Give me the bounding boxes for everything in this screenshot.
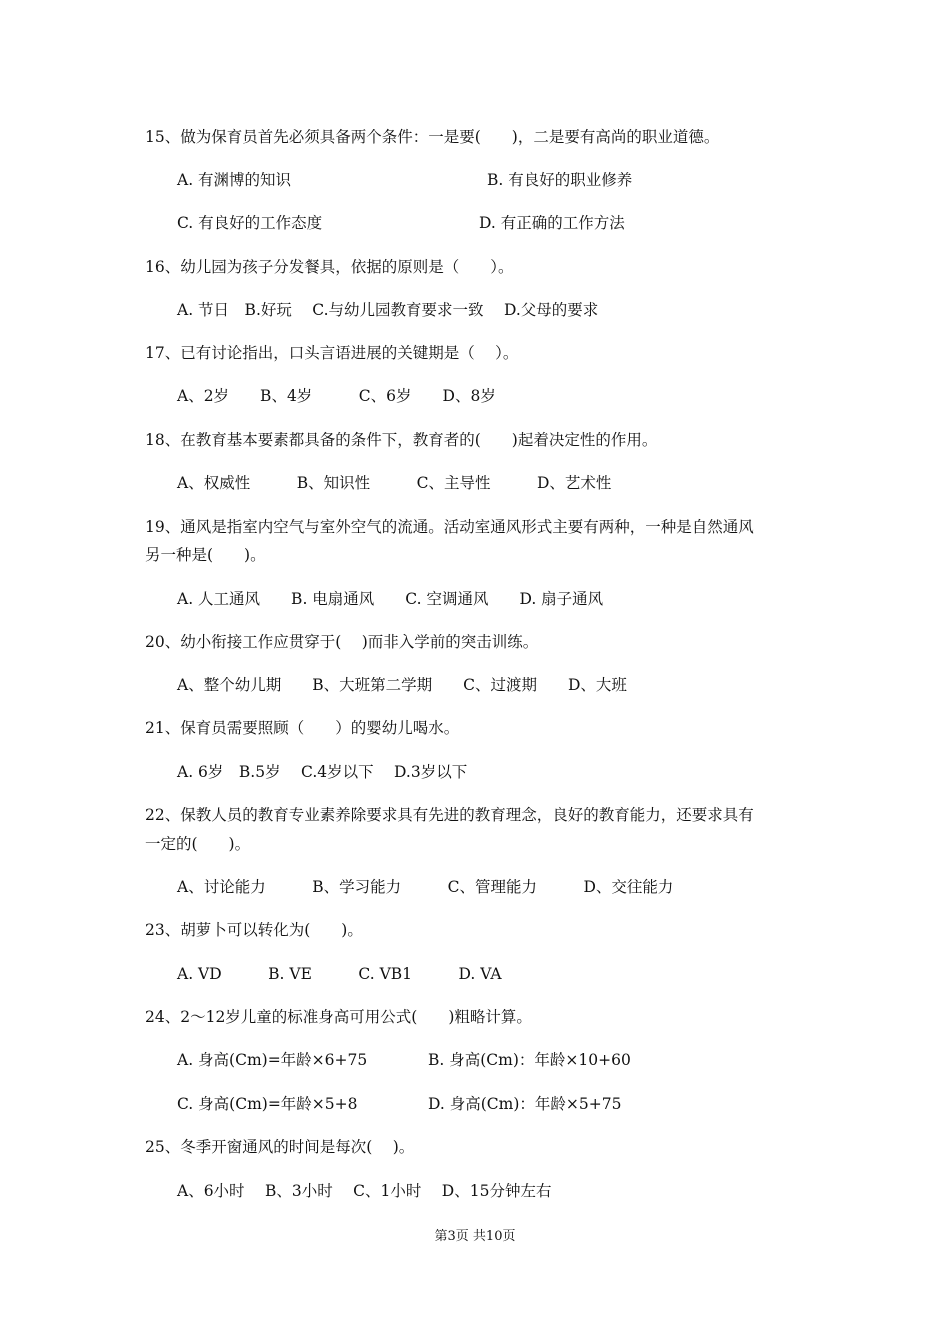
- question-21-text: 21、保育员需要照顾（ ）的婴幼儿喝水。: [145, 719, 460, 737]
- question-23-text: 23、胡萝卜可以转化为( )。: [145, 921, 363, 939]
- q19-options: A. 人工通风 B. 电扇通风 C. 空调通风 D. 扇子通风: [177, 590, 604, 608]
- question-19-text-line1: 19、通风是指室内空气与室外空气的流通。活动室通风形式主要有两种，一种是自然通风: [145, 518, 754, 536]
- question-19-text-line2: 另一种是( )。: [145, 546, 266, 564]
- question-16-text: 16、幼儿园为孩子分发餐具，依据的原则是（ ）。: [145, 258, 514, 276]
- q20-options: A、整个幼儿期 B、大班第二学期 C、过渡期 D、大班: [177, 676, 627, 694]
- q22-options: A、讨论能力 B、学习能力 C、管理能力 D、交往能力: [177, 878, 674, 896]
- page-footer: 第3页 共10页: [434, 1229, 516, 1244]
- question-25-text: 25、冬季开窗通风的时间是每次( )。: [145, 1138, 415, 1156]
- q18-options: A、权威性 B、知识性 C、主导性 D、艺术性: [177, 474, 612, 492]
- q23-options: A. VD B. VE C. VB1 D. VA: [177, 965, 502, 983]
- question-20-text: 20、幼小衔接工作应贯穿于( )而非入学前的突击训练。: [145, 633, 539, 651]
- question-18-text: 18、在教育基本要素都具备的条件下，教育者的( )起着决定性的作用。: [145, 431, 658, 449]
- question-24-text: 24、2～12岁儿童的标准身高可用公式( )粗略计算。: [145, 1008, 532, 1026]
- q24-option-a: A. 身高(Cm)=年龄×6+75: [177, 1051, 368, 1069]
- q15-option-d: D. 有正确的工作方法: [479, 214, 625, 232]
- question-15-text: 15、做为保育员首先必须具备两个条件：一是要( )，二是要有高尚的职业道德。: [145, 128, 720, 146]
- q24-option-c: C. 身高(Cm)=年龄×5+8: [177, 1095, 358, 1113]
- q24-option-b: B. 身高(Cm)：年龄×10+60: [428, 1051, 631, 1069]
- question-22-text-line1: 22、保教人员的教育专业素养除要求具有先进的教育理念，良好的教育能力，还要求具有: [145, 806, 754, 824]
- question-17-text: 17、已有讨论指出，口头言语进展的关键期是（ ）。: [145, 344, 519, 362]
- q15-option-b: B. 有良好的职业修养: [487, 171, 633, 189]
- q21-options: A. 6岁 B.5岁 C.4岁以下 D.3岁以下: [177, 763, 468, 781]
- q17-options: A、2岁 B、4岁 C、6岁 D、8岁: [177, 387, 496, 405]
- q24-option-d: D. 身高(Cm)：年龄×5+75: [428, 1095, 622, 1113]
- q25-options: A、6小时 B、3小时 C、1小时 D、15分钟左右: [177, 1182, 552, 1200]
- q16-options: A. 节日 B.好玩 C.与幼儿园教育要求一致 D.父母的要求: [177, 301, 599, 319]
- q15-option-c: C. 有良好的工作态度: [177, 214, 323, 232]
- question-22-text-line2: 一定的( )。: [145, 835, 251, 853]
- q15-option-a: A. 有渊博的知识: [177, 171, 292, 189]
